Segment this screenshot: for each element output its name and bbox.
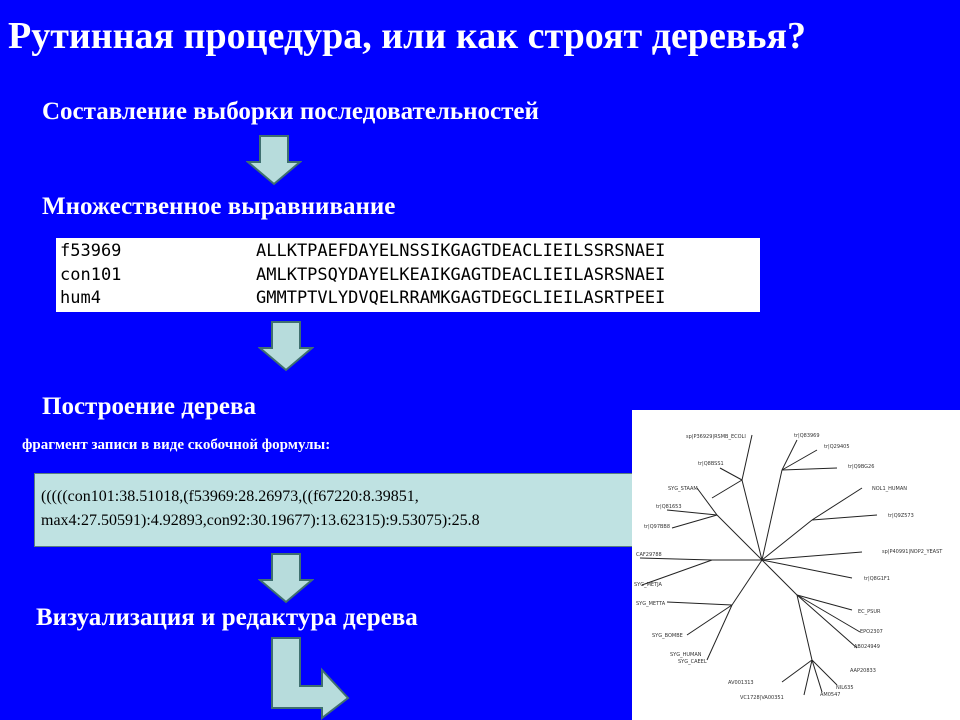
bent-arrow-icon <box>270 636 350 720</box>
sequence-residues: GMMTPTVLYDVQELRRAMKGAGTDEGCLIEILASRTPEEI <box>256 288 666 308</box>
tree-leaf-label: SYG_STAAM <box>668 486 698 492</box>
tree-leaf-label: SYG_BOMBE <box>652 633 683 639</box>
newick-line: max4:27.50591):4.92893,con92:30.19677):13.62315):9.53075):25.8 <box>41 512 480 529</box>
alignment-row <box>60 264 665 286</box>
tree-leaf-label: NOL1_HUMAN <box>872 486 908 492</box>
tree-leaf-label: tr|Q8G1F1 <box>864 576 890 582</box>
tree-leaf-label: SYG_METJA <box>634 582 662 588</box>
sequence-name: hum4 <box>60 288 101 308</box>
step-sequence-sampling: Составление выборки последовательностей <box>42 98 539 125</box>
tree-leaf-label: tr|Q9Z573 <box>888 513 914 519</box>
tree-leaf-label: AB024949 <box>854 644 880 650</box>
down-arrow-icon <box>246 134 302 186</box>
down-arrow-icon <box>258 320 314 372</box>
phylogenetic-tree <box>632 410 960 720</box>
phylogenetic-tree-panel <box>632 410 960 720</box>
tree-leaf-label: EC_PSUR <box>858 609 881 615</box>
tree-leaf-labels <box>634 433 943 701</box>
tree-leaf-label: NIL635 <box>836 685 854 691</box>
tree-leaf-label: tr|Q29405 <box>824 444 850 450</box>
alignment-row <box>60 240 665 262</box>
down-arrow-icon <box>258 552 314 604</box>
alignment-box <box>56 238 760 312</box>
tree-leaf-label: tr|Q8BSS1 <box>698 461 724 467</box>
newick-line: (((((con101:38.51018,(f53969:28.26973,((f67220:8.39851, <box>41 488 419 505</box>
tree-leaf-label: SYG_HUMAN <box>670 652 702 658</box>
tree-leaf-label: VC1728|VA00351 <box>740 695 784 701</box>
tree-leaf-label: sp|P36929|RSMB_ECOLI <box>686 434 746 440</box>
tree-leaf-label: AM0547 <box>820 692 841 698</box>
tree-leaf-label: EPO2307 <box>860 629 883 635</box>
tree-leaf-label: SYG_CAEEL <box>678 659 707 665</box>
tree-leaf-label: AAP20833 <box>850 668 876 674</box>
step-multiple-alignment: Множественное выравнивание <box>42 193 396 220</box>
tree-leaf-label: SYG_METTA <box>636 601 666 607</box>
newick-caption: фрагмент записи в виде скобочной формулы: <box>22 437 331 453</box>
tree-leaf-label: sp|P40991|NOP2_YEAST <box>882 549 943 555</box>
newick-formula-box <box>34 473 636 547</box>
sequence-residues: ALLKTPAEFDAYELNSSIKGAGTDEACLIEILSSRSNAEI <box>256 241 666 261</box>
tree-leaf-label: tr|Q9BG26 <box>848 464 875 470</box>
alignment-row <box>60 287 665 309</box>
tree-leaf-label: AV001313 <box>728 680 754 686</box>
sequence-residues: AMLKTPSQYDAYELKEAIKGAGTDEACLIEILASRSNAEI <box>256 265 666 285</box>
step-tree-construction: Построение дерева <box>42 393 257 420</box>
tree-leaf-label: tr|Q83969 <box>794 433 820 439</box>
sequence-name: f53969 <box>60 241 122 261</box>
slide-title: Рутинная процедура, или как строят деревья? <box>8 15 806 57</box>
tree-leaf-label: tr|Q97BB8 <box>644 524 671 530</box>
tree-leaf-label: tr|Q81653 <box>656 504 682 510</box>
step-tree-visualization: Визуализация и редактура дерева <box>36 604 418 631</box>
tree-leaf-label: CAF29788 <box>636 552 662 558</box>
sequence-name: con101 <box>60 265 122 285</box>
